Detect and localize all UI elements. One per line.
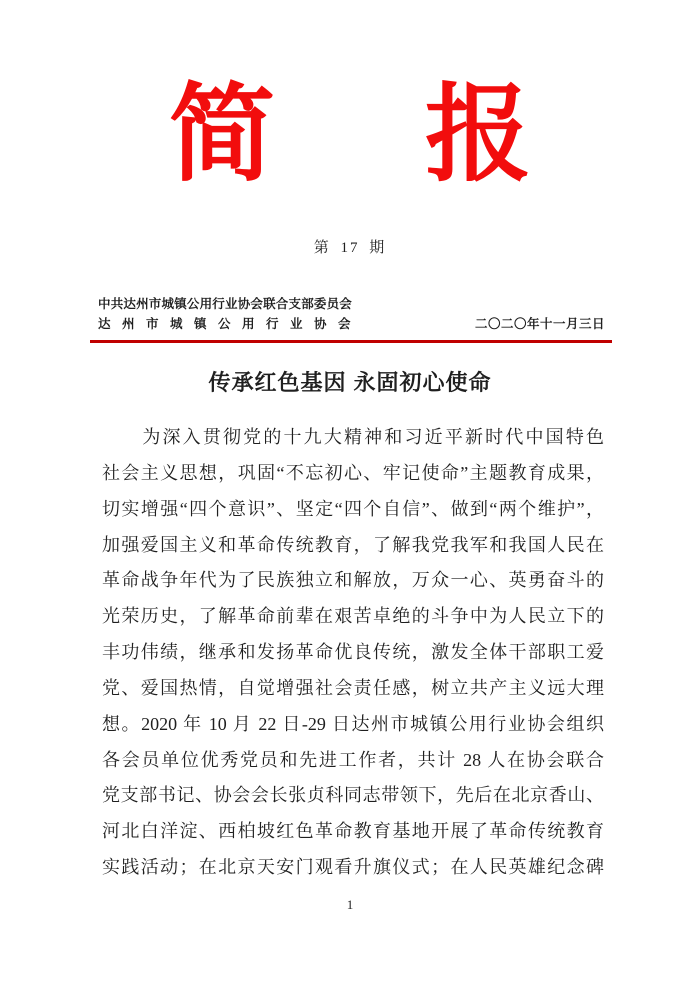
masthead-char-bao: 报: [425, 77, 531, 194]
body-line: 党支部书记、协会会长张贞科同志带领下，先后在北京香山、: [102, 785, 604, 806]
org-name-party-committee: 中共达州市城镇公用行业协会联合支部委员会: [98, 297, 353, 311]
body-line: 想。2020 年 10 月 22 日-29 日达州市城镇公用行业协会组织: [102, 713, 604, 734]
body-line: 河北白洋淀、西柏坡红色革命教育基地开展了革命传统教育: [102, 821, 604, 842]
body-line: 切实增强“四个意识”、坚定“四个自信”、做到“两个维护”，: [102, 498, 604, 519]
red-divider-rule: [90, 340, 612, 343]
page-number: 1: [346, 897, 354, 912]
body-line: 党、爱国热情，自觉增强社会责任感，树立共产主义远大理: [102, 677, 604, 698]
body-line: 社会主义思想，巩固“不忘初心、牢记使命”主题教育成果，: [102, 462, 604, 483]
body-line: 实践活动；在北京天安门观看升旗仪式；在人民英雄纪念碑: [102, 857, 604, 878]
org-name-association: 达州市城镇公用行业协会: [98, 317, 363, 331]
body-line: 加强爱国主义和革命传统教育，了解我党我军和我国人民在: [102, 534, 604, 555]
body-line: 光荣历史，了解革命前辈在艰苦卓绝的斗争中为人民立下的: [102, 606, 604, 627]
article-title: 传承红色基因 永固初心使命: [208, 370, 492, 395]
article-body: [102, 420, 604, 886]
body-line: 各会员单位优秀党员和先进工作者，共计 28 人在协会联合: [102, 749, 604, 770]
masthead-title: [0, 77, 700, 194]
body-line: 为深入贯彻党的十九大精神和习近平新时代中国特色: [102, 427, 604, 447]
body-line: 革命战争年代为了民族独立和解放，万众一心、英勇奋斗的: [102, 570, 604, 591]
issue-number: 第 17 期: [313, 240, 387, 256]
org-date-row: [98, 314, 605, 335]
masthead-char-jian: 简: [169, 77, 275, 194]
issue-date: 二〇二〇年十一月三日: [474, 317, 605, 331]
org-header-block: [98, 294, 605, 335]
body-line: 丰功伟绩，继承和发扬革命优良传统，激发全体干部职工爱: [102, 642, 604, 663]
